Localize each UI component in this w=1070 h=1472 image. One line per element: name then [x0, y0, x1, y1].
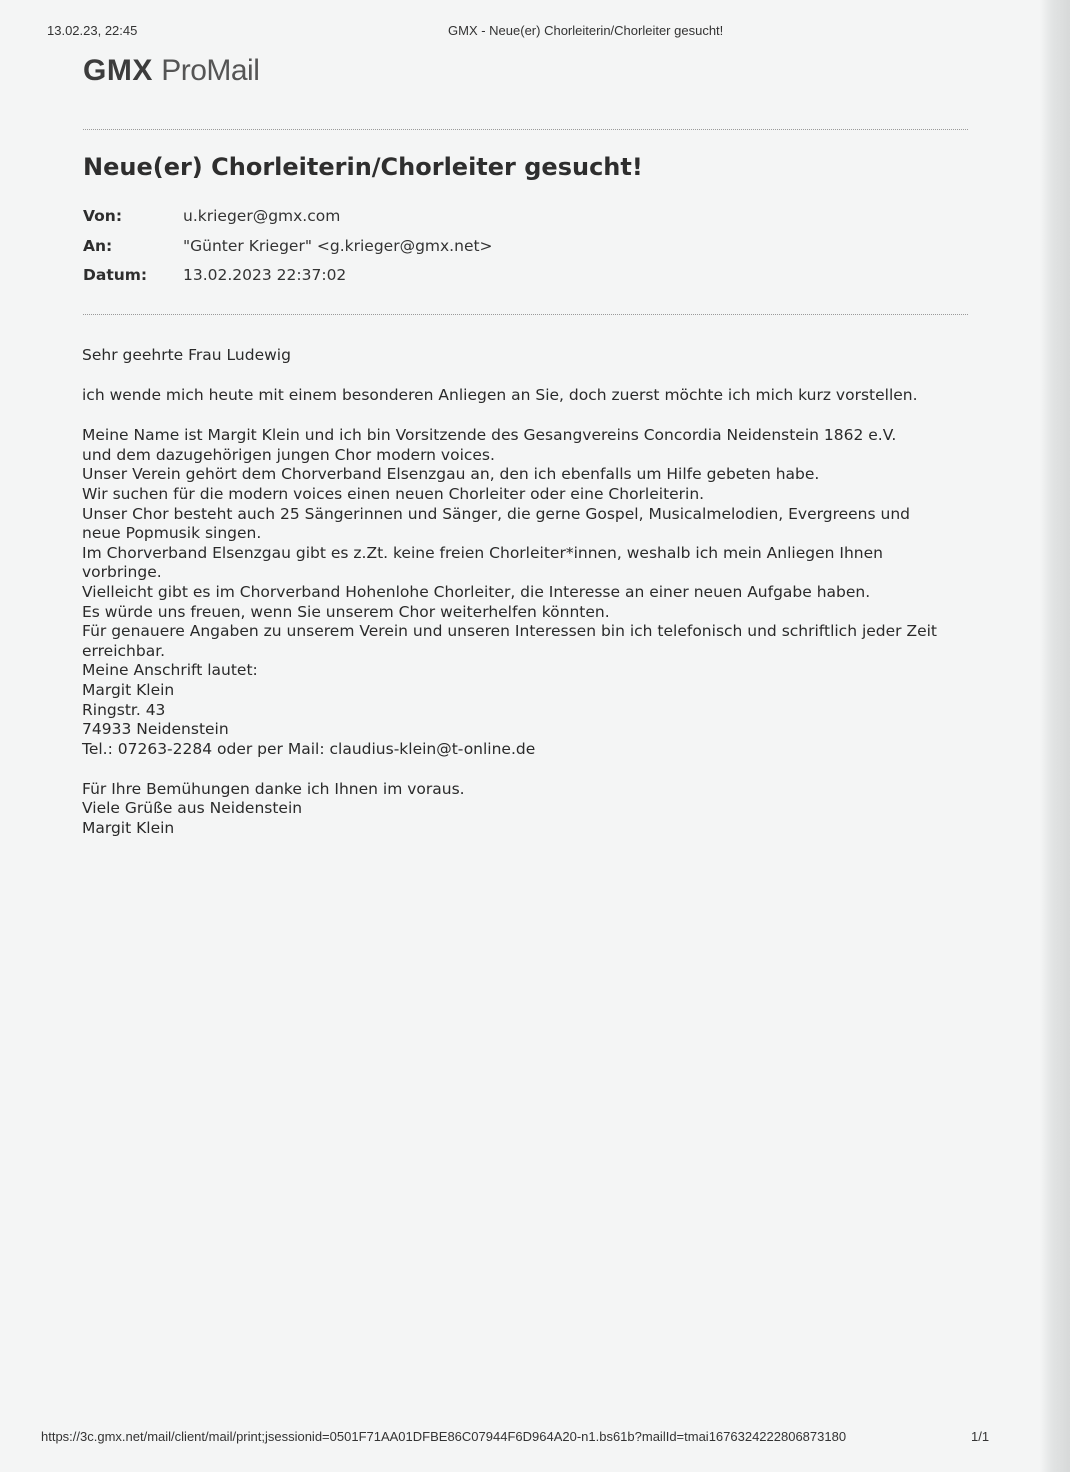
body-line: 74933 Neidenstein	[82, 720, 229, 739]
email-subject: Neue(er) Chorleiterin/Chorleiter gesucht!	[83, 153, 643, 181]
logo-product: ProMail	[161, 54, 260, 87]
body-line: und dem dazugehörigen jungen Chor modern voices.	[82, 445, 495, 464]
logo-brand: GMX	[83, 54, 153, 87]
closing-line: Margit Klein	[82, 818, 175, 837]
closing-line: Viele Grüße aus Neidenstein	[82, 799, 303, 818]
body-line: Unser Chor besteht auch 25 Sängerinnen und Sänger, die gerne Gospel, Musicalmelodien, Evergreens und	[82, 504, 910, 523]
print-datetime: 13.02.23, 22:45	[47, 23, 138, 38]
body-line: Für genauere Angaben zu unserem Verein und unseren Interessen bin ich telefonisch und schriftlich jeder Zeit	[82, 622, 938, 641]
email-greeting: Sehr geehrte Frau Ludewig	[82, 346, 291, 364]
body-line: Es würde uns freuen, wenn Sie unserem Chor weiterhelfen könnten.	[82, 602, 610, 621]
scan-edge	[1040, 0, 1070, 1472]
body-line: vorbringe.	[82, 563, 162, 582]
body-line: Vielleicht gibt es im Chorverband Hohenlohe Chorleiter, die Interesse an einer neuen Aufgabe haben.	[82, 582, 871, 601]
body-line: Tel.: 07263-2284 oder per Mail: claudius-klein@t-online.de	[82, 739, 536, 758]
closing-line: Für Ihre Bemühungen danke ich Ihnen im voraus.	[82, 779, 465, 798]
body-line: Meine Anschrift lautet:	[82, 661, 258, 680]
body-line: Meine Name ist Margit Klein und ich bin Vorsitzende des Gesangvereins Concordia Neidenstein 1862 e.V.	[82, 426, 897, 445]
print-title: GMX - Neue(er) Chorleiterin/Chorleiter gesucht!	[448, 23, 724, 38]
body-line: erreichbar.	[82, 641, 166, 660]
print-url: https://3c.gmx.net/mail/client/mail/print;jsessionid=0501F71AA01DFBE86C07944F6D964A20-n1.bs61b?mailId=tmai1676324222806873180	[41, 1429, 847, 1444]
body-line: neue Popmusik singen.	[82, 524, 262, 543]
meta-to-value: "Günter Krieger" <g.krieger@gmx.net>	[183, 236, 493, 255]
body-line: Margit Klein	[82, 680, 175, 699]
body-line: Wir suchen für die modern voices einen neuen Chorleiter oder eine Chorleiterin.	[82, 484, 705, 503]
body-line: Unser Verein gehört dem Chorverband Elsenzgau an, den ich ebenfalls um Hilfe gebeten habe.	[82, 465, 820, 484]
gmx-promail-logo	[83, 54, 259, 88]
email-body	[82, 346, 982, 839]
email-intro: ich wende mich heute mit einem besonderen Anliegen an Sie, doch zuerst möchte ich mich kurz vorstellen.	[82, 386, 918, 405]
meta-from-value: u.krieger@gmx.com	[183, 207, 341, 225]
meta-divider	[83, 314, 968, 315]
body-line: Ringstr. 43	[82, 700, 166, 719]
body-line: Im Chorverband Elsenzgau gibt es z.Zt. keine freien Chorleiter*innen, weshalb ich mein Anliegen Ihnen	[82, 543, 883, 562]
header-divider	[83, 129, 968, 130]
meta-date-value: 13.02.2023 22:37:02	[183, 266, 347, 284]
meta-date-label: Datum:	[83, 266, 148, 284]
print-page-number: 1/1	[971, 1429, 990, 1444]
meta-from-label: Von:	[83, 207, 123, 225]
meta-to-label: An:	[83, 236, 113, 255]
